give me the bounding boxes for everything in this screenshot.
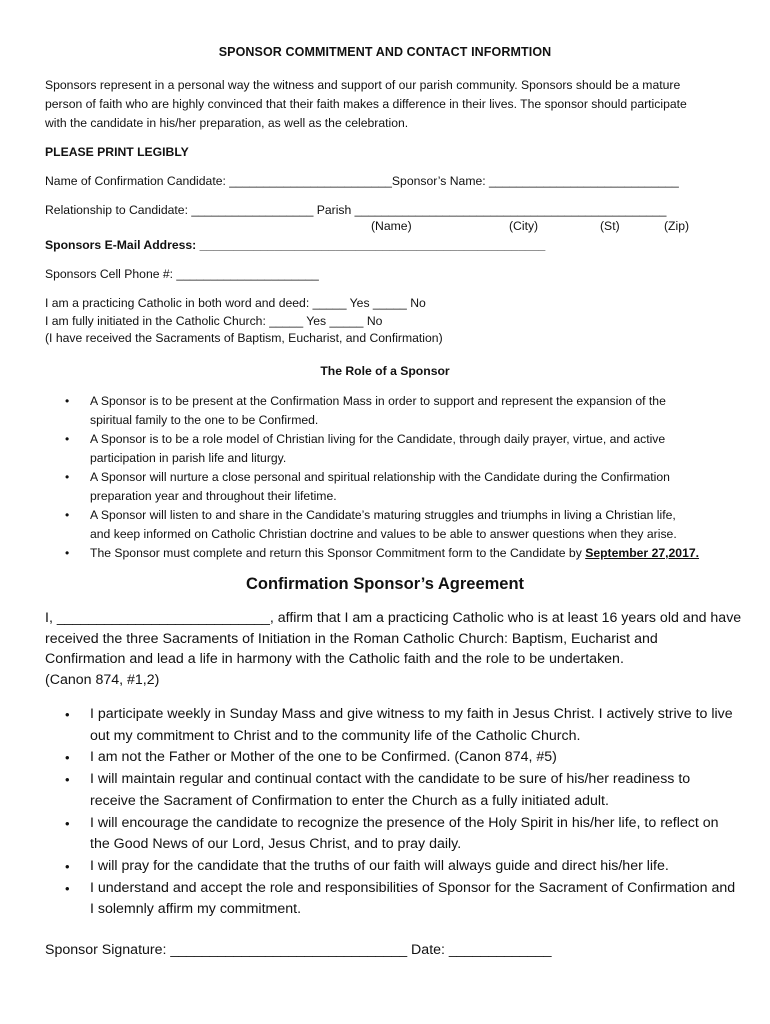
role-of-sponsor-heading: The Role of a Sponsor: [320, 364, 450, 378]
bullet-icon: •: [65, 858, 70, 874]
agreement-line-2: received the three Sacraments of Initiation in the Roman Catholic Church: Baptism, Eucharist and: [45, 630, 658, 647]
fully-initiated-field[interactable]: I am fully initiated in the Catholic Church: _____ Yes _____ No: [45, 314, 383, 328]
list-item: • A Sponsor is to be a role model of Christian living for the Candidate, through daily prayer, virtue, and active participation in parish life and liturgy.: [65, 432, 666, 465]
bullet-icon: •: [65, 880, 70, 896]
parish-state-caption: (St): [600, 219, 620, 233]
signature-date-field[interactable]: Sponsor Signature: ______________________________ Date: _____________: [45, 942, 552, 958]
agreement-line-1[interactable]: I, ___________________________, affirm that I am a practicing Catholic who is at least 16 years old and have: [45, 610, 742, 626]
agreement-paragraph: [45, 608, 742, 690]
intro-line-3: with the candidate in his/her preparation, as well as the celebration.: [45, 116, 409, 130]
canon-reference: (Canon 874, #1,2): [45, 671, 160, 688]
sacraments-note: (I have received the Sacraments of Baptism, Eucharist, and Confirmation): [45, 331, 443, 345]
bullet-icon: •: [65, 546, 70, 560]
parish-zip-caption: (Zip): [664, 219, 690, 233]
bullet-icon: •: [65, 815, 70, 831]
list-item: • I participate weekly in Sunday Mass and give witness to my faith in Jesus Christ. I actively strive to live out my commitment to Christ and to the community life of the Catholic Church.: [65, 706, 733, 744]
relationship-parish-field[interactable]: Relationship to Candidate: __________________ Parish ______________________________________________: [45, 203, 667, 217]
bullet-icon: •: [65, 707, 70, 722]
bullet-icon: •: [65, 508, 70, 522]
parish-city-caption: (City): [509, 219, 539, 233]
deadline-date: September 27,2017.: [585, 546, 700, 560]
practicing-catholic-field[interactable]: I am a practicing Catholic in both word and deed: _____ Yes _____ No: [45, 296, 426, 310]
form-title: SPONSOR COMMITMENT AND CONTACT INFORMTION: [218, 45, 552, 59]
agreement-heading: Confirmation Sponsor’s Agreement: [245, 575, 525, 593]
agreement-line-3: Confirmation and lead a life in harmony with the Catholic faith and the role to be undertaken.: [45, 651, 624, 667]
list-item: • A Sponsor will listen to and share in the Candidate’s maturing struggles and triumphs in living a Christian life, and keep informed on Catholic Christian doctrine and values to be able to answer questions when they arise.: [65, 508, 677, 541]
list-item: • A Sponsor is to be present at the Confirmation Mass in order to support and represent the expansion of the spiritual family to the one to be Confirmed.: [65, 394, 666, 427]
list-item: • A Sponsor will nurture a close personal and spiritual relationship with the Candidate during the Confirmation preparation year and throughout their lifetime.: [65, 470, 670, 503]
print-legibly-notice: PLEASE PRINT LEGIBLY: [45, 145, 189, 159]
bullet-icon: •: [65, 394, 70, 408]
list-item: • I will pray for the candidate that the truths of our faith will always guide and direct his/her life.: [45, 856, 745, 878]
intro-line-1: Sponsors represent in a personal way the witness and support of our parish community. Sponsors should be a mature: [45, 78, 681, 92]
list-item: • The Sponsor must complete and return this Sponsor Commitment form to the Candidate by September 27,2017.: [45, 544, 745, 563]
list-item: • I understand and accept the role and responsibilities of Sponsor for the Sacrament of Confirmation and I solemnly affirm my commitment.: [65, 879, 736, 918]
candidate-sponsor-name-field[interactable]: Name of Confirmation Candidate: ________________________Sponsor’s Name: ____________________________: [45, 174, 679, 188]
bullet-icon: •: [65, 432, 70, 446]
list-item: • I will encourage the candidate to recognize the presence of the Holy Spirit in his/her life, to reflect on the Good News of our Lord, Jesus Christ, and to pray daily.: [65, 814, 719, 853]
list-item: • I will maintain regular and continual contact with the candidate to be sure of his/her readiness to receive the Sacrament of Confirmation to enter the Church as a fully initiated adult.: [65, 771, 691, 809]
agreement-list: [45, 704, 745, 921]
intro-line-2: person of faith who are highly convinced that their faith makes a difference in their lives. The sponsor should participate: [45, 97, 687, 111]
bullet-icon: •: [65, 470, 70, 484]
parish-name-caption: (Name): [371, 219, 412, 233]
list-item: • I am not the Father or Mother of the one to be Confirmed. (Canon 874, #5): [45, 747, 745, 769]
bullet-icon: •: [65, 772, 70, 788]
cell-phone-field[interactable]: Sponsors Cell Phone #: _____________________: [45, 267, 319, 281]
email-field[interactable]: Sponsors E-Mail Address: ___________________________________________________: [45, 238, 546, 252]
bullet-icon: •: [65, 750, 70, 766]
role-list: [45, 392, 745, 563]
